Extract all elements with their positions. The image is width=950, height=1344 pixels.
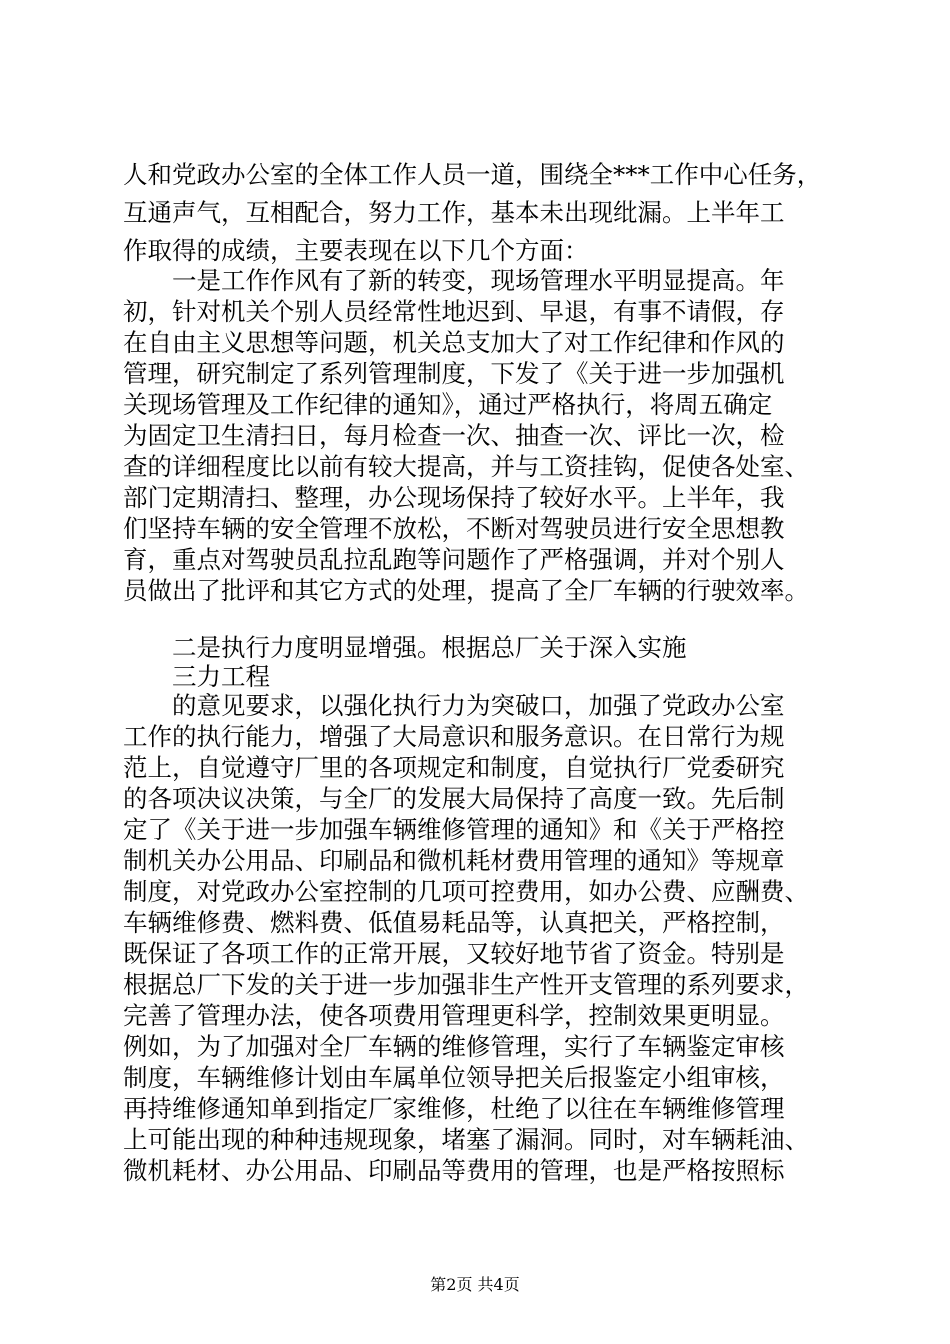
text-line: 工作的执行能力，增强了大局意识和服务意识。在日常行为规 — [123, 722, 785, 751]
text-line: 制机关办公用品、印刷品和微机耗材费用管理的通知》等规章 — [123, 846, 785, 875]
text-line: 育，重点对驾驶员乱拉乱跑等问题作了严格强调，并对个别人 — [123, 545, 785, 574]
text-line: 定了《关于进一步加强车辆维修管理的通知》和《关于严格控 — [123, 815, 785, 844]
text-line: 一是工作作风有了新的转变，现场管理水平明显提高。年 — [123, 266, 785, 295]
text-line: 上可能出现的种种违规现象，堵塞了漏洞。同时，对车辆耗油、 — [123, 1125, 809, 1154]
text-line: 车辆维修费、燃料费、低值易耗品等，认真把关，严格控制， — [123, 908, 785, 937]
text-line: 二是执行力度明显增强。根据总厂关于深入实施 — [123, 633, 687, 662]
text-line: 范上，自觉遵守厂里的各项规定和制度，自觉执行厂党委研究 — [123, 753, 785, 782]
text-line: 关现场管理及工作纪律的通知》，通过严格执行，将周五确定 — [123, 390, 773, 419]
text-line: 再持维修通知单到指定厂家维修，杜绝了以往在车辆维修管理 — [123, 1094, 785, 1123]
text-line: 的意见要求，以强化执行力为突破口，加强了党政办公室 — [123, 691, 785, 720]
text-line: 作取得的成绩，主要表现在以下几个方面： — [123, 236, 589, 265]
text-line: 三力工程 — [123, 662, 270, 691]
text-line: 人和党政办公室的全体工作人员一道，围绕全***工作中心任务， — [123, 160, 822, 189]
text-line: 查的详细程度比以前有较大提高，并与工资挂钩，促使各处室、 — [123, 452, 809, 481]
text-line: 完善了管理办法，使各项费用管理更科学，控制效果更明显。 — [123, 1001, 785, 1030]
text-line: 们坚持车辆的安全管理不放松，不断对驾驶员进行安全思想教 — [123, 514, 785, 543]
page-footer: 第2页 共4页 — [430, 1275, 520, 1294]
text-line: 的各项决议决策，与全厂的发展大局保持了高度一致。先后制 — [123, 784, 785, 813]
text-line: 例如，为了加强对全厂车辆的维修管理，实行了车辆鉴定审核 — [123, 1032, 785, 1061]
text-line: 初，针对机关个别人员经常性地迟到、早退，有事不请假，存 — [123, 297, 785, 326]
text-line: 制度，对党政办公室控制的几项可控费用，如办公费、应酬费、 — [123, 877, 809, 906]
text-line: 互通声气，互相配合，努力工作，基本未出现纰漏。上半年工 — [123, 198, 785, 227]
text-line: 员做出了批评和其它方式的处理，提高了全厂车辆的行驶效率。 — [123, 576, 809, 605]
text-line: 制度，车辆维修计划由车属单位领导把关后报鉴定小组审核， — [123, 1063, 785, 1092]
text-line: 在自由主义思想等问题，机关总支加大了对工作纪律和作风的 — [123, 328, 785, 357]
text-line: 部门定期清扫、整理，办公现场保持了较好水平。上半年，我 — [123, 483, 785, 512]
text-line: 微机耗材、办公用品、印刷品等费用的管理，也是严格按照标 — [123, 1156, 785, 1185]
text-line: 管理，研究制定了系列管理制度，下发了《关于进一步加强机 — [123, 359, 785, 388]
text-line: 根据总厂下发的关于进一步加强非生产性开支管理的系列要求， — [123, 970, 809, 999]
text-line: 既保证了各项工作的正常开展，又较好地节省了资金。特别是 — [123, 939, 785, 968]
text-line: 为固定卫生清扫日，每月检查一次、抽查一次、评比一次，检 — [123, 421, 785, 450]
